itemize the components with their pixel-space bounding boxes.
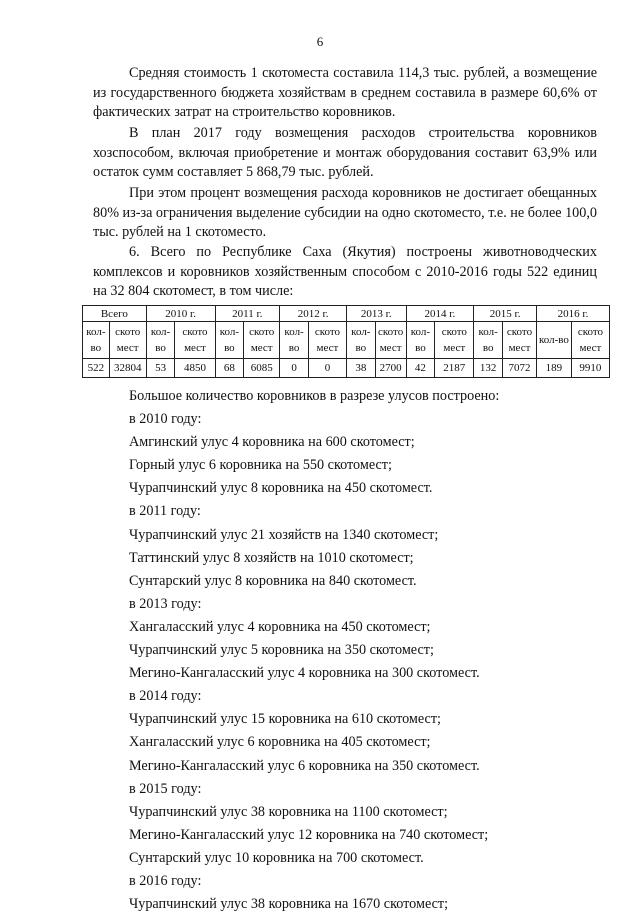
count-header: кол-во [146,322,175,359]
list-item: Мегино-Кангаласский улус 4 коровника на 300 скотомест. [129,665,480,682]
year-header: 2012 г. [280,306,347,322]
list-item: Мегино-Кангаласский улус 6 коровника на 350 скотомест. [129,757,480,774]
places-header: ското мест [109,322,146,359]
places-header: ското мест [244,322,280,359]
table-cell: 42 [406,359,435,378]
list-item: Чурапчинский улус 21 хозяйств на 1340 скотомест; [129,526,439,543]
list-item: Горный улус 6 коровника на 550 скотомест; [129,457,392,474]
table-header-units [83,322,610,359]
year-subheading: в 2010 году: [129,411,202,428]
table-cell: 132 [474,359,503,378]
table-header-years [83,306,610,322]
year-header: 2011 г. [215,306,280,322]
year-header: Всего [83,306,147,322]
count-header: кол-во [83,322,110,359]
places-header: ското мест [435,322,474,359]
table-cell: 0 [308,359,346,378]
list-heading: Большое количество коровников в разрезе улусов построено: [129,388,500,404]
year-subheading: в 2014 году: [129,688,202,705]
table-cell: 7072 [503,359,537,378]
places-header: ското мест [308,322,346,359]
count-header: кол-во [346,322,375,359]
count-header: кол-во [406,322,435,359]
table-cell: 53 [146,359,175,378]
places-header: ското мест [375,322,406,359]
paragraph-plan-2017: В план 2017 году возмещения расходов строительства коровников хозспособом, включая приобретение и монтаж оборудования составит 63,9% или остаток сумм составляет 5 868,79 тыс. рублей. [93,125,597,180]
list-item: Чурапчинский улус 38 коровника на 1670 скотомест; [129,896,449,913]
list-item: Таттинский улус 8 хозяйств на 1010 скотомест; [129,549,414,566]
year-header: 2013 г. [346,306,406,322]
count-header: кол-во [280,322,309,359]
places-header: ското мест [175,322,215,359]
count-header: кол-во [536,322,571,359]
list-item: Хангаласский улус 6 коровника на 405 скотомест; [129,734,431,751]
table-row-values [83,359,610,378]
list-item: Амгинский улус 4 коровника на 600 скотомест; [129,434,415,451]
list-item: Хангаласский улус 4 коровника на 450 скотомест; [129,618,431,635]
paragraph-reimbursement-percent: При этом процент возмещения расхода коровников не достигает обещанных 80% из-за ограничения выделение субсидии на одно скотоместо, т.е. не более 100,0 тыс. рублей на 1 скотоместо. [93,185,598,240]
count-header: кол-во [215,322,244,359]
year-subheading: в 2016 году: [129,872,202,889]
list-item: Чурапчинский улус 8 коровника на 450 скотомест. [129,480,433,497]
paragraph-total-built: 6. Всего по Республике Саха (Якутия) построены животноводческих комплексов и коровников хозяйственным способом с 2010-2016 годы 522 единиц на 32 804 скотомест, в том числе: [93,244,597,299]
year-subheading: в 2015 году: [129,780,202,797]
table-cell: 2700 [375,359,406,378]
year-header: 2015 г. [474,306,537,322]
table-cell: 68 [215,359,244,378]
table-cell: 2187 [435,359,474,378]
table-cell: 189 [536,359,571,378]
paragraph-average-cost: Средняя стоимость 1 скотоместа составила 114,3 тыс. рублей, а возмещение из государственного бюджета хозяйствам в среднем составила в размере 60,6% от фактических затрат на строительство коровников. [93,65,597,120]
year-subheading: в 2013 году: [129,595,202,612]
list-item: Мегино-Кангаласский улус 12 коровника на 740 скотомест; [129,826,489,843]
table-cell: 522 [83,359,110,378]
list-item: Чурапчинский улус 15 коровника на 610 скотомест; [129,711,441,728]
table-cell: 6085 [244,359,280,378]
construction-stats-table [82,305,610,378]
year-subheading: в 2011 году: [129,503,201,520]
table-cell: 32804 [109,359,146,378]
places-header: ското мест [503,322,537,359]
ulus-breakdown-list [129,385,499,916]
list-item: Сунтарский улус 10 коровника на 700 скотомест. [129,849,424,866]
table-cell: 9910 [571,359,609,378]
year-header: 2016 г. [536,306,609,322]
year-header: 2014 г. [406,306,474,322]
count-header: кол-во [474,322,503,359]
places-header: ското мест [571,322,609,359]
year-header: 2010 г. [146,306,215,322]
page-number: 6 [316,34,324,49]
table-cell: 4850 [175,359,215,378]
table-cell: 0 [280,359,309,378]
list-item: Чурапчинский улус 5 коровника на 350 скотомест; [129,642,434,659]
list-item: Чурапчинский улус 38 коровника на 1100 скотомест; [129,803,448,820]
list-item: Сунтарский улус 8 коровника на 840 скотомест. [129,572,417,589]
table-cell: 38 [346,359,375,378]
